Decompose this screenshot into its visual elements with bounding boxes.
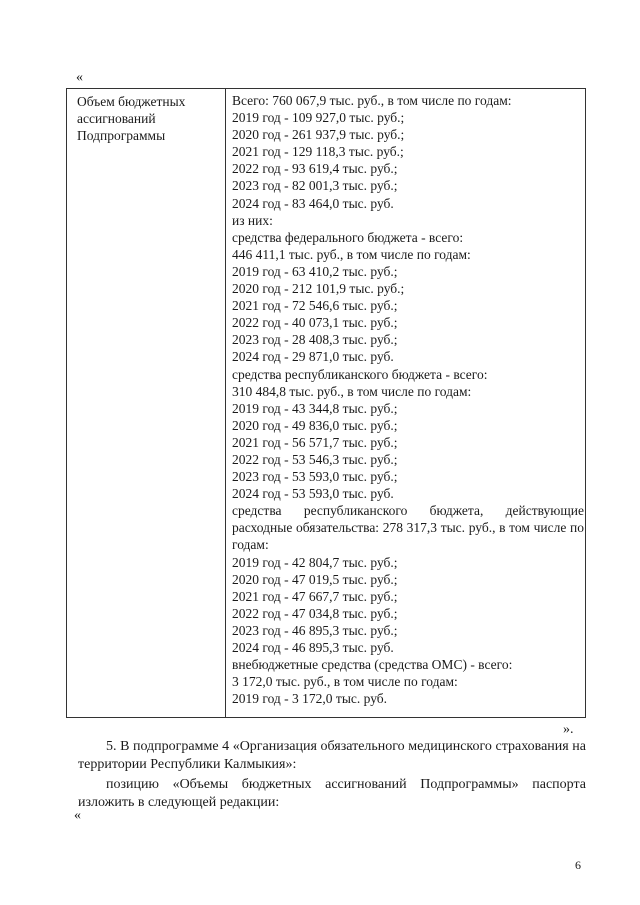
closing-quote: ». (563, 722, 574, 737)
budget-line: из них: (232, 212, 273, 228)
budget-line: 2021 год - 56 571,7 тыс. руб.; (232, 434, 398, 450)
budget-line: 2019 год - 63 410,2 тыс. руб.; (232, 263, 398, 279)
budget-line: 2019 год - 43 344,8 тыс. руб.; (232, 400, 398, 416)
budget-line: 2020 год - 212 101,9 тыс. руб.; (232, 281, 405, 297)
budget-line: 2020 год - 47 019,5 тыс. руб.; (232, 571, 398, 587)
budget-line: 2022 год - 47 034,8 тыс. руб.; (232, 605, 398, 621)
budget-line: 2024 год - 46 895,3 тыс. руб. (232, 640, 394, 655)
column-divider (225, 89, 226, 717)
budget-line: 2019 год - 42 804,7 тыс. руб.; (232, 554, 398, 570)
page-number: 6 (575, 858, 581, 872)
budget-line: внебюджетные средства (средства ОМС) - всего: (232, 657, 513, 673)
budget-line: 446 411,1 тыс. руб., в том числе по годам: (232, 246, 471, 262)
budget-line: 2024 год - 83 464,0 тыс. руб. (232, 195, 394, 211)
paragraph-instruction: позицию «Объемы бюджетных ассигнований Подпрограммы» паспорта изложить в следующей редакции: (78, 777, 586, 810)
budget-line: 2019 год - 109 927,0 тыс. руб.; (232, 110, 405, 126)
budget-line: 2019 год - 3 172,0 тыс. руб. (232, 691, 388, 707)
budget-line: 2020 год - 49 836,0 тыс. руб.; (232, 417, 398, 433)
budget-line: 2023 год - 82 001,3 тыс. руб.; (232, 178, 398, 194)
budget-line: 2024 год - 29 871,0 тыс. руб. (232, 349, 394, 365)
budget-line: 310 484,8 тыс. руб., в том числе по годам: (232, 383, 472, 399)
budget-line: 2022 год - 93 619,4 тыс. руб.; (232, 161, 398, 177)
budget-line: 2022 год - 40 073,1 тыс. руб.; (232, 315, 398, 331)
budget-line: 3 172,0 тыс. руб., в том числе по годам: (232, 674, 458, 690)
opening-quote: « (76, 70, 83, 85)
table-label-cell: Объем бюджетных ассигнований Подпрограммы (77, 94, 186, 143)
budget-line: 2023 год - 53 593,0 тыс. руб.; (232, 469, 398, 485)
budget-line: 2024 год - 53 593,0 тыс. руб. (232, 486, 394, 502)
budget-line: Всего: 760 067,9 тыс. руб., в том числе по годам: (232, 93, 512, 108)
budget-line: средства республиканского бюджета - всего: (232, 366, 488, 382)
budget-line: 2023 год - 46 895,3 тыс. руб.; (232, 622, 398, 638)
paragraph-item-5: 5. В подпрограмме 4 «Организация обязательного медицинского страхования на территории Республики Калмыкия»: (78, 739, 586, 772)
table-value-cell (232, 92, 584, 707)
budget-allocation-table (66, 88, 586, 718)
budget-line: 2021 год - 129 118,3 тыс. руб.; (232, 144, 404, 160)
budget-line: средства федерального бюджета - всего: (232, 229, 464, 245)
budget-line: 2021 год - 72 546,6 тыс. руб.; (232, 298, 398, 314)
budget-line: 2020 год - 261 937,9 тыс. руб.; (232, 127, 405, 143)
republic-obligations-text: средства республиканского бюджета, действующие расходные обязательства: 278 317,3 тыс. руб., в том числе по годам: (232, 503, 584, 553)
budget-line: 2021 год - 47 667,7 тыс. руб.; (232, 588, 398, 604)
budget-line: 2023 год - 28 408,3 тыс. руб.; (232, 332, 398, 348)
budget-line: 2022 год - 53 546,3 тыс. руб.; (232, 451, 398, 467)
opening-quote-2: « (74, 808, 81, 823)
